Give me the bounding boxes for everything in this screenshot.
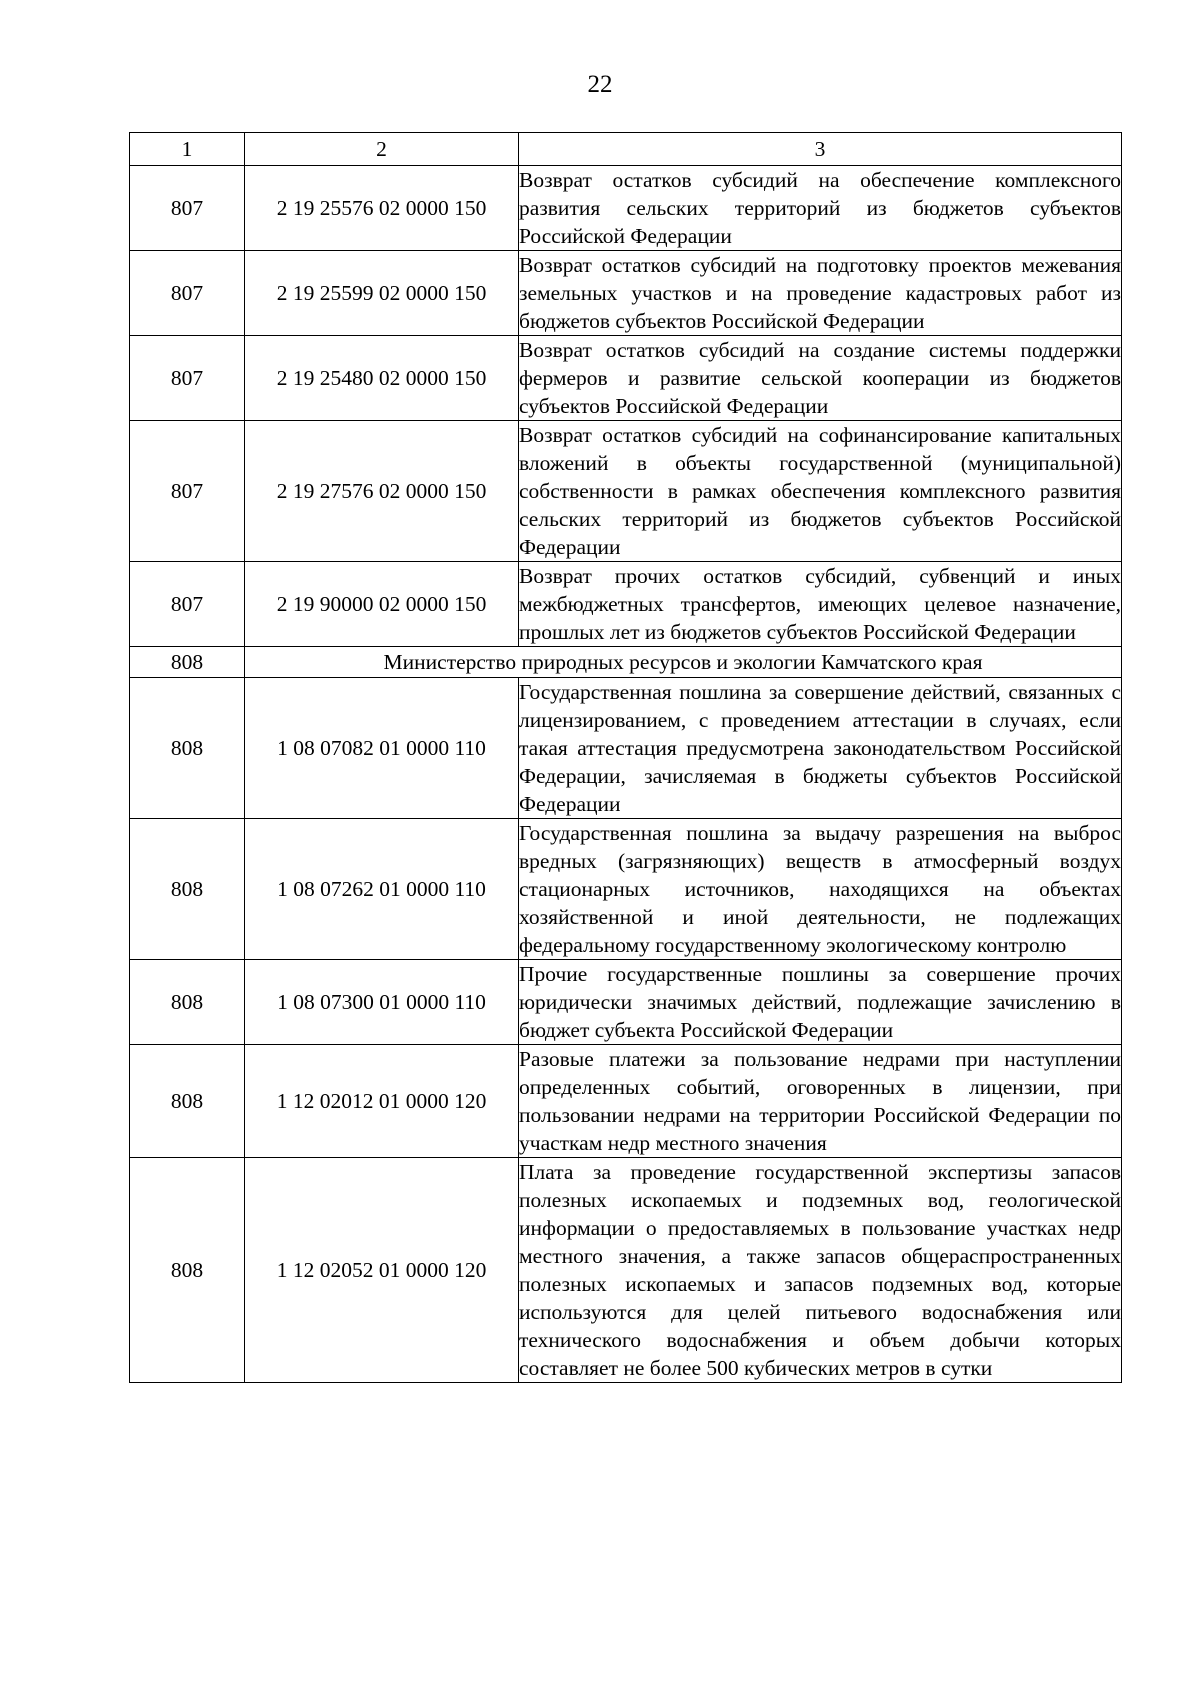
section-title-cell: Министерство природных ресурсов и экологии Камчатского края <box>245 647 1122 678</box>
admin-code-cell: 807 <box>130 166 245 251</box>
admin-code-cell: 808 <box>130 960 245 1045</box>
description-cell: Возврат остатков субсидий на создание системы поддержки фермеров и развитие сельской кооперации из бюджетов субъектов Российской Федерации <box>519 336 1122 421</box>
classification-code-cell: 1 12 02052 01 0000 120 <box>245 1158 519 1383</box>
section-code-cell: 808 <box>130 647 245 678</box>
table-row <box>130 960 1122 1045</box>
section-row <box>130 647 1122 678</box>
classification-code-cell: 2 19 25576 02 0000 150 <box>245 166 519 251</box>
admin-code-cell: 807 <box>130 562 245 647</box>
table-row <box>130 166 1122 251</box>
table-row <box>130 819 1122 960</box>
description-cell: Плата за проведение государственной экспертизы запасов полезных ископаемых и подземных вод, геологической информации о предоставляемых в пользование участках недр местного значения, а также запасов общераспространенных полезных ископаемых и запасов подземных вод, которые используются для целей питьевого водоснабжения или технического водоснабжения и объем добычи которых составляет не более 500 кубических метров в сутки <box>519 1158 1122 1383</box>
classification-code-cell: 2 19 27576 02 0000 150 <box>245 421 519 562</box>
admin-code-cell: 807 <box>130 421 245 562</box>
table-header-row <box>130 133 1122 166</box>
revenue-codes-table <box>129 132 1122 1383</box>
classification-code-cell: 2 19 90000 02 0000 150 <box>245 562 519 647</box>
description-cell: Государственная пошлина за выдачу разрешения на выброс вредных (загрязняющих) веществ в атмосферный воздух стационарных источников, находящихся на объектах хозяйственной и иной деятельности, не подлежащих федеральному государственному экологическому контролю <box>519 819 1122 960</box>
description-cell: Возврат остатков субсидий на софинансирование капитальных вложений в объекты государственной (муниципальной) собственности в рамках обеспечения комплексного развития сельских территорий из бюджетов субъектов Российской Федерации <box>519 421 1122 562</box>
description-cell: Разовые платежи за пользование недрами при наступлении определенных событий, оговоренных в лицензии, при пользовании недрами на территории Российской Федерации по участкам недр местного значения <box>519 1045 1122 1158</box>
table-row <box>130 1045 1122 1158</box>
table-row <box>130 336 1122 421</box>
table-row <box>130 1158 1122 1383</box>
admin-code-cell: 808 <box>130 678 245 819</box>
classification-code-cell: 2 19 25480 02 0000 150 <box>245 336 519 421</box>
table-row <box>130 251 1122 336</box>
classification-code-cell: 1 08 07082 01 0000 110 <box>245 678 519 819</box>
admin-code-cell: 808 <box>130 1045 245 1158</box>
admin-code-cell: 807 <box>130 251 245 336</box>
column-header-1: 1 <box>130 133 245 166</box>
admin-code-cell: 808 <box>130 1158 245 1383</box>
description-cell: Возврат прочих остатков субсидий, субвенций и иных межбюджетных трансфертов, имеющих целевое назначение, прошлых лет из бюджетов субъектов Российской Федерации <box>519 562 1122 647</box>
description-cell: Возврат остатков субсидий на обеспечение комплексного развития сельских территорий из бюджетов субъектов Российской Федерации <box>519 166 1122 251</box>
admin-code-cell: 808 <box>130 819 245 960</box>
table-row <box>130 678 1122 819</box>
page-number: 22 <box>587 71 613 98</box>
description-cell: Возврат остатков субсидий на подготовку проектов межевания земельных участков и на проведение кадастровых работ из бюджетов субъектов Российской Федерации <box>519 251 1122 336</box>
classification-code-cell: 1 12 02012 01 0000 120 <box>245 1045 519 1158</box>
classification-code-cell: 2 19 25599 02 0000 150 <box>245 251 519 336</box>
column-header-3: 3 <box>519 133 1122 166</box>
admin-code-cell: 807 <box>130 336 245 421</box>
description-cell: Прочие государственные пошлины за совершение прочих юридически значимых действий, подлежащие зачислению в бюджет субъекта Российской Федерации <box>519 960 1122 1045</box>
classification-code-cell: 1 08 07262 01 0000 110 <box>245 819 519 960</box>
classification-code-cell: 1 08 07300 01 0000 110 <box>245 960 519 1045</box>
table-row <box>130 421 1122 562</box>
column-header-2: 2 <box>245 133 519 166</box>
description-cell: Государственная пошлина за совершение действий, связанных с лицензированием, с проведением аттестации в случаях, если такая аттестация предусмотрена законодательством Российской Федерации, зачисляемая в бюджеты субъектов Российской Федерации <box>519 678 1122 819</box>
table-row <box>130 562 1122 647</box>
